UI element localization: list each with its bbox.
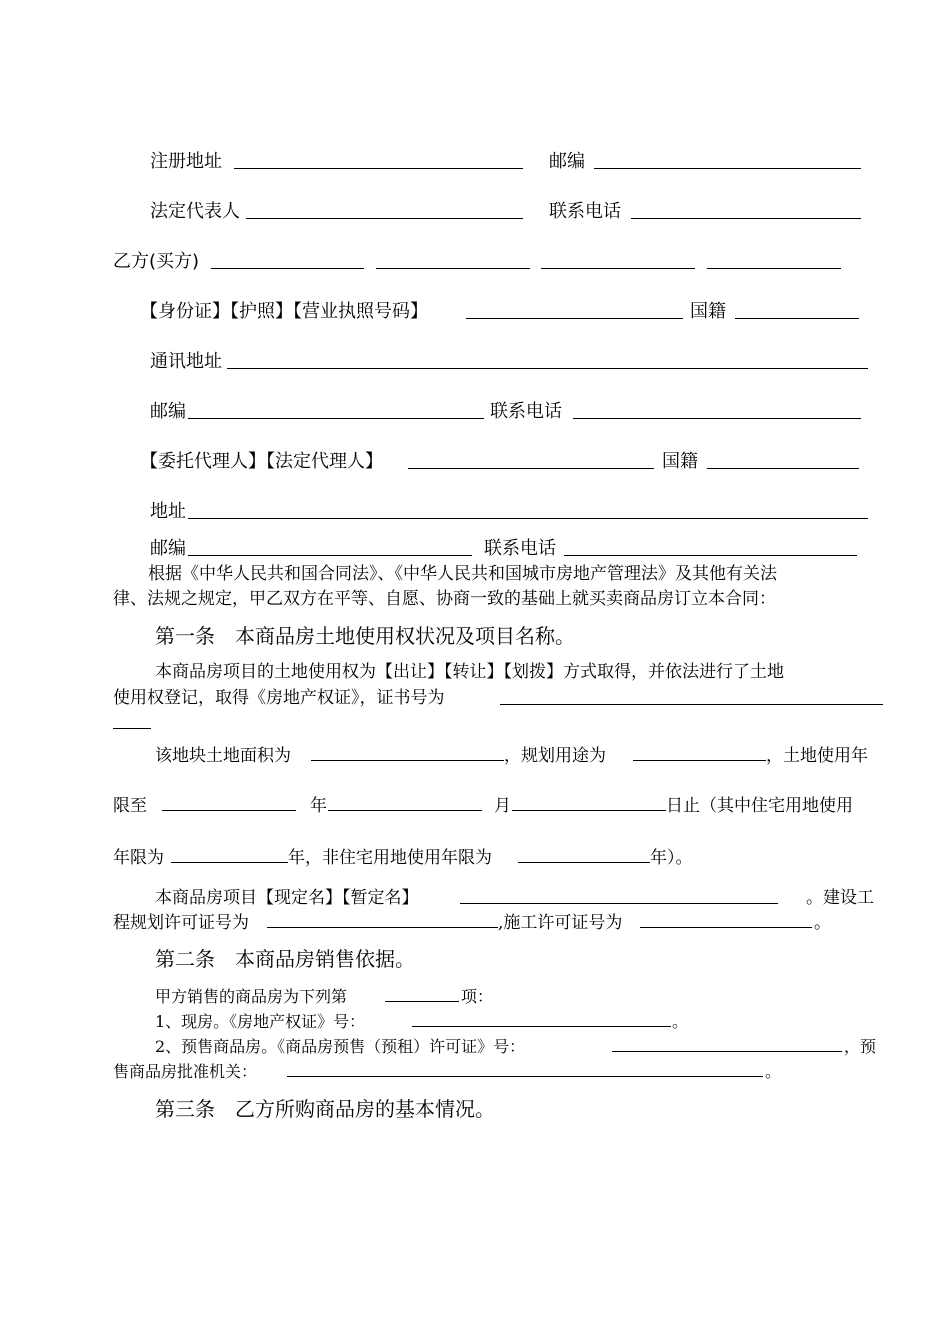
planning-permit-field[interactable] <box>267 927 498 928</box>
agent-address-label: 地址 <box>150 501 186 522</box>
agent-phone-label: 联系电话 <box>484 538 556 559</box>
phone-label: 联系电话 <box>549 201 621 222</box>
project-name-field[interactable] <box>460 903 778 904</box>
buyer-name-field-1[interactable] <box>211 268 364 269</box>
approval-authority-label: 售商品房批准机关： <box>113 1062 258 1081</box>
postcode-label: 邮编 <box>549 151 585 172</box>
buyer-phone-label: 联系电话 <box>490 401 562 422</box>
presale-label: 2、预售商品房。《商品房预售（预租）许可证》号： <box>155 1037 526 1056</box>
non-residential-term-field[interactable] <box>518 862 650 863</box>
article-3-title: 第三条 乙方所购商品房的基本情况。 <box>155 1097 495 1121</box>
buyer-id-types: 【身份证】【护照】【营业执照号码】 <box>140 301 428 322</box>
certificate-number-field-cont[interactable] <box>113 728 151 729</box>
article-1-p1-line-2: 使用权登记，取得《房地产权证》，证书号为 <box>113 688 445 708</box>
construction-permit-field[interactable] <box>640 927 812 928</box>
preamble-line-2: 律、法规之规定，甲乙双方在平等、自愿、协商一致的基础上就买卖商品房订立本合同： <box>113 589 776 609</box>
certificate-number-field[interactable] <box>500 704 883 705</box>
existing-house-label: 1、现房。《房地产权证》号： <box>155 1012 366 1031</box>
agent-types: 【委托代理人】【法定代理人】 <box>140 451 383 472</box>
buyer-mail-address-field[interactable] <box>227 368 868 369</box>
approval-authority-end: 。 <box>765 1062 782 1081</box>
legal-rep-label: 法定代表人 <box>150 201 240 222</box>
article-1-end: 。 <box>814 913 831 933</box>
agent-phone-field[interactable] <box>564 555 857 556</box>
buyer-name-field-2[interactable] <box>376 268 530 269</box>
construction-label: 。建设工 <box>806 888 874 908</box>
buyer-name-field-4[interactable] <box>707 268 841 269</box>
agent-postcode-field[interactable] <box>188 555 472 556</box>
land-term-label: ，土地使用年 <box>766 746 868 766</box>
article-2-title: 第二条 本商品房销售依据。 <box>155 947 415 971</box>
reg-address-label: 注册地址 <box>150 151 222 172</box>
legal-rep-field[interactable] <box>246 218 523 219</box>
property-cert-field[interactable] <box>412 1026 671 1027</box>
term-year-field[interactable] <box>162 810 296 811</box>
term-until-label: 限至 <box>113 796 147 816</box>
preamble-line-1: 根据《中华人民共和国合同法》、《中华人民共和国城市房地产管理法》及其他有关法 <box>148 564 777 584</box>
sale-item-field[interactable] <box>385 1001 459 1002</box>
project-name-label: 本商品房项目【现定名】【暂定名】 <box>155 888 419 908</box>
buyer-id-field[interactable] <box>466 318 683 319</box>
presale-end: ，预 <box>844 1037 877 1056</box>
agent-nationality-label: 国籍 <box>662 451 698 472</box>
term-end-label: 年）。 <box>650 848 693 868</box>
day-end-label: 日止（其中住宅用地使用 <box>666 796 853 816</box>
buyer-nationality-field[interactable] <box>735 318 859 319</box>
buyer-postcode-field[interactable] <box>188 418 484 419</box>
postcode-field[interactable] <box>594 168 861 169</box>
planned-use-field[interactable] <box>633 760 766 761</box>
agent-nationality-field[interactable] <box>707 468 859 469</box>
planned-use-label: ，规划用途为 <box>504 746 606 766</box>
term-month-field[interactable] <box>328 810 482 811</box>
phone-field[interactable] <box>631 218 861 219</box>
buyer-postcode-label: 邮编 <box>150 401 186 422</box>
land-area-label: 该地块土地面积为 <box>155 746 291 766</box>
buyer-mail-address-label: 通讯地址 <box>150 351 222 372</box>
sale-item-end: 项： <box>461 987 494 1006</box>
existing-house-end: 。 <box>672 1012 689 1031</box>
buyer-name-field-3[interactable] <box>541 268 695 269</box>
article-1-title: 第一条 本商品房土地使用权状况及项目名称。 <box>155 624 575 648</box>
buyer-nationality-label: 国籍 <box>690 301 726 322</box>
article-1-p1-line-1: 本商品房项目的土地使用权为【出让】【转让】【划拨】方式取得，并依法进行了土地 <box>155 662 784 682</box>
agent-postcode-label: 邮编 <box>150 538 186 559</box>
agent-name-field[interactable] <box>408 468 654 469</box>
non-residential-term-label: 年，非住宅用地使用年限为 <box>288 848 492 868</box>
sale-item-label: 甲方销售的商品房为下列第 <box>155 987 348 1006</box>
residential-term-label: 年限为 <box>113 848 164 868</box>
agent-address-field[interactable] <box>188 518 868 519</box>
buyer-label: 乙方(买方) <box>113 251 200 272</box>
year-label: 年 <box>310 796 327 816</box>
term-day-field[interactable] <box>512 810 666 811</box>
buyer-phone-field[interactable] <box>573 418 861 419</box>
approval-authority-field[interactable] <box>287 1076 763 1077</box>
presale-permit-field[interactable] <box>612 1051 842 1052</box>
planning-permit-label: 程规划许可证号为 <box>113 913 249 933</box>
land-area-field[interactable] <box>311 760 504 761</box>
construction-permit-label: ,施工许可证号为 <box>498 913 623 933</box>
reg-address-field[interactable] <box>234 168 523 169</box>
month-label: 月 <box>494 796 511 816</box>
residential-term-field[interactable] <box>171 862 288 863</box>
